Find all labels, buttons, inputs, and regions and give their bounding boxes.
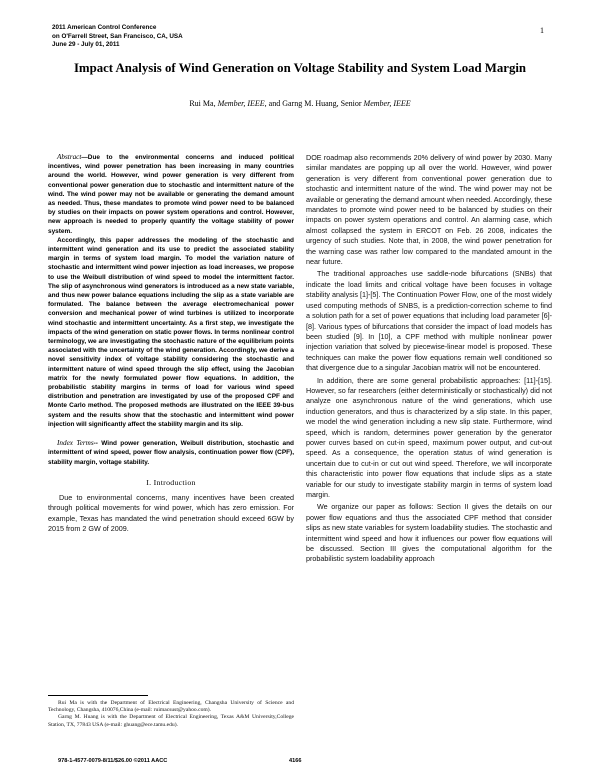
footnote-2: Garng M. Huang is with the Department of Electrical Engineering, Texas A&M University,College Station, TX, 77843 USA (e-mail: ghuang@ece.tamu.edu). <box>48 714 294 728</box>
author-line <box>60 99 540 109</box>
author-2-role: Member, IEEE <box>363 99 411 108</box>
conference-name: 2011 American Control Conference <box>52 24 157 31</box>
right-paragraph-1: DOE roadmap also recommends 20% delivery of wind power by 2030. Many similar mandates are popping up all over the world. However, wind power generation is very different from conventional power generation due to stochastic and intermittent nature of the wind. The wind power may not be available or generating the demand amount when needed. Accordingly, these mandates to promote wind power need to be balanced by studies on their impacts on power system operations and control. An alarming case, which almost collapsed the system in ERCOT on Feb. 26 2008, indicates the urgency of such studies. Note that, in 2008, the wind power penetration for the warning case was rather low compared to the mandated amount in the near future. <box>306 153 552 267</box>
paper-title: Impact Analysis of Wind Generation on Voltage Stability and System Load Margin <box>73 61 527 75</box>
abstract-text-1: —Due to the environmental concerns and induced political incentives, wind power penetration has been increasing in many countries around the world. However, wind power generation is very different from conventional power generation due to stochastic and intermittent nature of the wind. The wind power may not be available or generating the demand amount as needed. Thus, these mandates to promote wind power need to be balanced by studies on their impacts on power system operations and control. However, new approach is needed to properly quantify the voltage stability of power system. <box>48 154 294 235</box>
right-paragraph-2: The traditional approaches use saddle-node bifurcations (SNBs) that indicate the load limits and critical voltage have been focuses in voltage stability analysis [1]-[5]. The Continuation Power Flow, one of the most widely used computing methods of SNBS, is a prediction-correction scheme to find a solution path for a set of power equations that including load parameter [6]-[8]. Various types of bifurcations that consider the impact of load models has been studied [9]. In [10], a CPF method with multiple nonlinear power injection variation that solved by piecewise-linear model is proposed. These techniques can make the power flow equations remain well conditioned so that divergence due to a singular Jacobian matrix will not be encountered. <box>306 269 552 373</box>
footnotes <box>48 700 294 729</box>
page-number: 1 <box>540 26 544 35</box>
left-column <box>48 153 294 534</box>
footer-page-number: 4166 <box>289 758 302 764</box>
conference-header <box>52 24 312 50</box>
index-terms-label: Index Terms <box>57 439 94 448</box>
right-column <box>306 153 552 565</box>
right-paragraph-3: In addition, there are some general probabilistic approaches: [11]-[15]. However, so far researchers (either deterministically or stochastically) did not analyze one asynchronous nature of the wind generations, which use induction generators, and thus is characterized by a slip state. In this paper, we model the wind generation including a new slip state. Furthermore, wind speed, which is random, determines power generation by the generator power curves based on cut-in speed, maximum power output, and cut-out speed. As a consequence, the operation status of wind generation is uncertain due to cut-in or cut out wind speed. Therefore, we will incorporate this characteristic into power flow equations that include slips as a state variable for our study to investigate stability margin in terms of system load margin. <box>306 375 552 499</box>
footnote-1: Rui Ma is with the Department of Electrical Engineering, Changsha University of Science and Technology, Changsha, 410076,China (e-mail: ruimacsust@yahoo.com). <box>48 700 294 714</box>
intro-paragraph-1: Due to environmental concerns, many incentives have been created through political movements for wind power, which has zero emission. For example, Texas has mandated the wind penetration should exceed 6GW by 2015 from 2 GW of 2009. <box>48 492 294 533</box>
copyright-footer: 978-1-4577-0079-8/11/$26.00 ©2011 AACC <box>58 758 168 764</box>
index-terms <box>48 439 294 467</box>
author-1-role: Member, IEEE <box>217 99 265 108</box>
author-connector: , and Garng M. Huang, Senior <box>264 99 364 108</box>
right-paragraph-4: We organize our paper as follows: Section II gives the details on our power flow equations and thus the associated CPF method that consider slips as new state variables for system loadability studies. The stochastic and intermittent wind speed and how it influences our power flow equations will be discussed. Section III gives the computational algorithm for the probabilistic system loadability approach <box>306 502 552 564</box>
abstract-label: Abstract <box>57 153 82 161</box>
conference-dates: June 29 - July 01, 2011 <box>52 41 120 49</box>
index-terms-text: -- Wind power generation, Weibull distribution, stochastic and intermittent of wind speed, power flow analysis, continuation power flow (CPF), stability margin, voltage stability. <box>48 440 294 466</box>
conference-venue: on O'Farrell Street, San Francisco, CA, USA <box>52 32 183 40</box>
abstract-paragraph-1 <box>48 153 294 236</box>
section-heading-introduction: I. Introduction <box>146 477 196 487</box>
footnote-divider <box>48 695 148 696</box>
author-1: Rui Ma, <box>189 99 218 108</box>
abstract-paragraph-2: Accordingly, this paper addresses the modeling of the stochastic and intermittent wind generation and its use to predict the associated stability margin in terms of system load margin. To model the variation nature of stochastic and intermittent wind power injection as load increases, we propose to use the Weibull distribution of wind speed to model the intermittent factor. The slip of asynchronous wind generators is introduced as a new state variable, and thus new power balance equations including the slip as a state variable are formulated. The balance between the average electromechanical power conversion and mechanical power of wind turbines is utilized to incorporate wind stochastic and intermittent uncertainty. As a first step, we investigate the impacts of the wind generation on static power flows. In terms nonlinear control terminology, we are investigating the stochastic nature of the equilibrium points associated with the uncertainty of the wind generation. Accordingly, we derive a novel sensitivity index of voltage stability considering the stochastic and intermittent nature of wind speed through the slip effect, using the Jacobian matrix for the newly formulated power flow equations. In addition, the probabilistic stability margins in terms of load for various wind speed distribution and penetration are investigated by use of the proposed CPF and Monte Carlo method. The proposed methods are illustrated on the IEEE 39-bus system and the results show that the stochastic and intermittent wind power injection will significantly affect the stability margin and its slip. <box>48 236 294 428</box>
